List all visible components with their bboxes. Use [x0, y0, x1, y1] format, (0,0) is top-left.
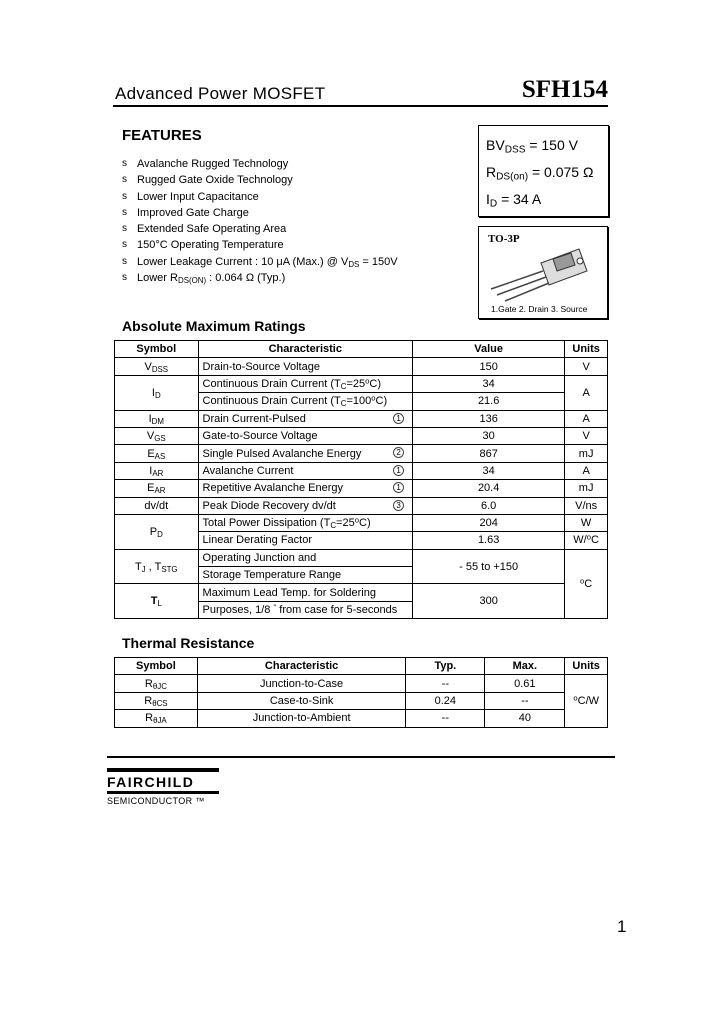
- table-row: $I_{DM}$ Drain Current-Pulsed 1 136 A: [115, 410, 608, 427]
- table-row: $I_D$ Continuous Drain Current $(T_C=25^oC)$ 34 A: [115, 375, 608, 392]
- table-row: $P_D$ Total Power Dissipation $(T_C=25^oC)$ 204 W: [115, 514, 608, 531]
- fairchild-logo: FAIRCHILD: [107, 774, 195, 790]
- abs-max-heading: Absolute Maximum Ratings: [122, 318, 306, 334]
- spec-id: $I_D = 34$ A: [486, 191, 542, 210]
- col-header: Symbol: [115, 658, 198, 675]
- feature-item: s Improved Gate Charge: [122, 206, 249, 219]
- feature-item: s Extended Safe Operating Area: [122, 223, 287, 236]
- page-number: 1: [617, 917, 627, 936]
- table-row: $R_{\theta CS}$ Case-to-Sink 0.24 --: [115, 692, 608, 709]
- thermal-heading: Thermal Resistance: [122, 635, 255, 651]
- col-header: Characteristic: [198, 341, 413, 358]
- col-header: Value: [413, 341, 565, 358]
- table-row: Purposes, 1/8 " from case for 5-seconds: [115, 601, 608, 618]
- table-row: Storage Temperature Range: [115, 567, 608, 584]
- feature-item: s 150°C Operating Temperature: [122, 239, 284, 252]
- table-row: $I_{AR}$ Avalanche Current 1 34 A: [115, 462, 608, 479]
- table-row: Linear Derating Factor 1.63 W/$^o$C: [115, 532, 608, 549]
- col-header: Max.: [485, 658, 565, 675]
- package-pin-legend: 1.Gate 2. Drain 3. Source: [491, 304, 588, 314]
- spec-rdson: $R_{DS(on)} = 0.075$ Ω: [486, 164, 594, 183]
- table-row: $R_{\theta JC}$ Junction-to-Case -- 0.61 $^o$C/W: [115, 675, 608, 692]
- key-specs-box: [478, 125, 609, 217]
- spec-bvdss: $BV_{DSS} = 150$ V: [486, 137, 578, 156]
- table-row: $R_{\theta JA}$ Junction-to-Ambient -- 40: [115, 710, 608, 727]
- package-box: [478, 226, 608, 319]
- logo-subtitle: SEMICONDUCTOR ™: [107, 796, 205, 806]
- col-header: Typ.: [406, 658, 485, 675]
- feature-item: s Lower $R_{DS(ON)}$ : 0.064 Ω (Typ.): [122, 272, 286, 286]
- feature-list: [122, 156, 398, 286]
- table-header-row: [115, 658, 608, 675]
- table-row: Continuous Drain Current $(T_C=100^oC)$ 21.6: [115, 393, 608, 410]
- feature-item: s Lower Input Capacitance: [122, 190, 259, 203]
- features-heading: FEATURES: [122, 127, 202, 144]
- col-header: Units: [565, 658, 608, 675]
- table-row: $T_J$ , $T_{STG}$ Operating Junction and - 55 to +150 $^o$C: [115, 549, 608, 566]
- logo-bar-bottom: [107, 791, 219, 794]
- header-rule: [113, 105, 608, 107]
- table-row: $E_{AR}$ Repetitive Avalanche Energy 1 20.4 mJ: [115, 480, 608, 497]
- footer-rule: [107, 756, 615, 758]
- document-title: Advanced Power MOSFET: [115, 84, 326, 103]
- table-header-row: [115, 341, 608, 358]
- package-name: TO-3P: [488, 233, 520, 245]
- feature-item: s Lower Leakage Current : 10 μA (Max.) @ $V_{DS} = 150V$: [122, 255, 398, 269]
- table-row: $V_{DSS}$ Drain-to-Source Voltage 150 V: [115, 358, 608, 375]
- col-header: Symbol: [115, 341, 199, 358]
- part-number: SFH154: [521, 76, 608, 103]
- table-row: $E_{AS}$ Single Pulsed Avalanche Energy 2 867 mJ: [115, 445, 608, 462]
- table-row: $T_L$ Maximum Lead Temp. for Soldering 300: [115, 584, 608, 601]
- to3p-package-drawing: [483, 241, 603, 303]
- col-header: Units: [565, 341, 608, 358]
- feature-item: s Rugged Gate Oxide Technology: [122, 174, 293, 187]
- logo-bar-top: [107, 768, 219, 772]
- table-row: dv/dt Peak Diode Recovery dv/dt 3 6.0 V/ns: [115, 497, 608, 514]
- feature-item: s Avalanche Rugged Technology: [122, 158, 289, 170]
- abs-max-table: [114, 340, 608, 619]
- thermal-table: [114, 657, 608, 728]
- col-header: Characteristic: [197, 658, 406, 675]
- table-row: $V_{GS}$ Gate-to-Source Voltage 30 V: [115, 427, 608, 444]
